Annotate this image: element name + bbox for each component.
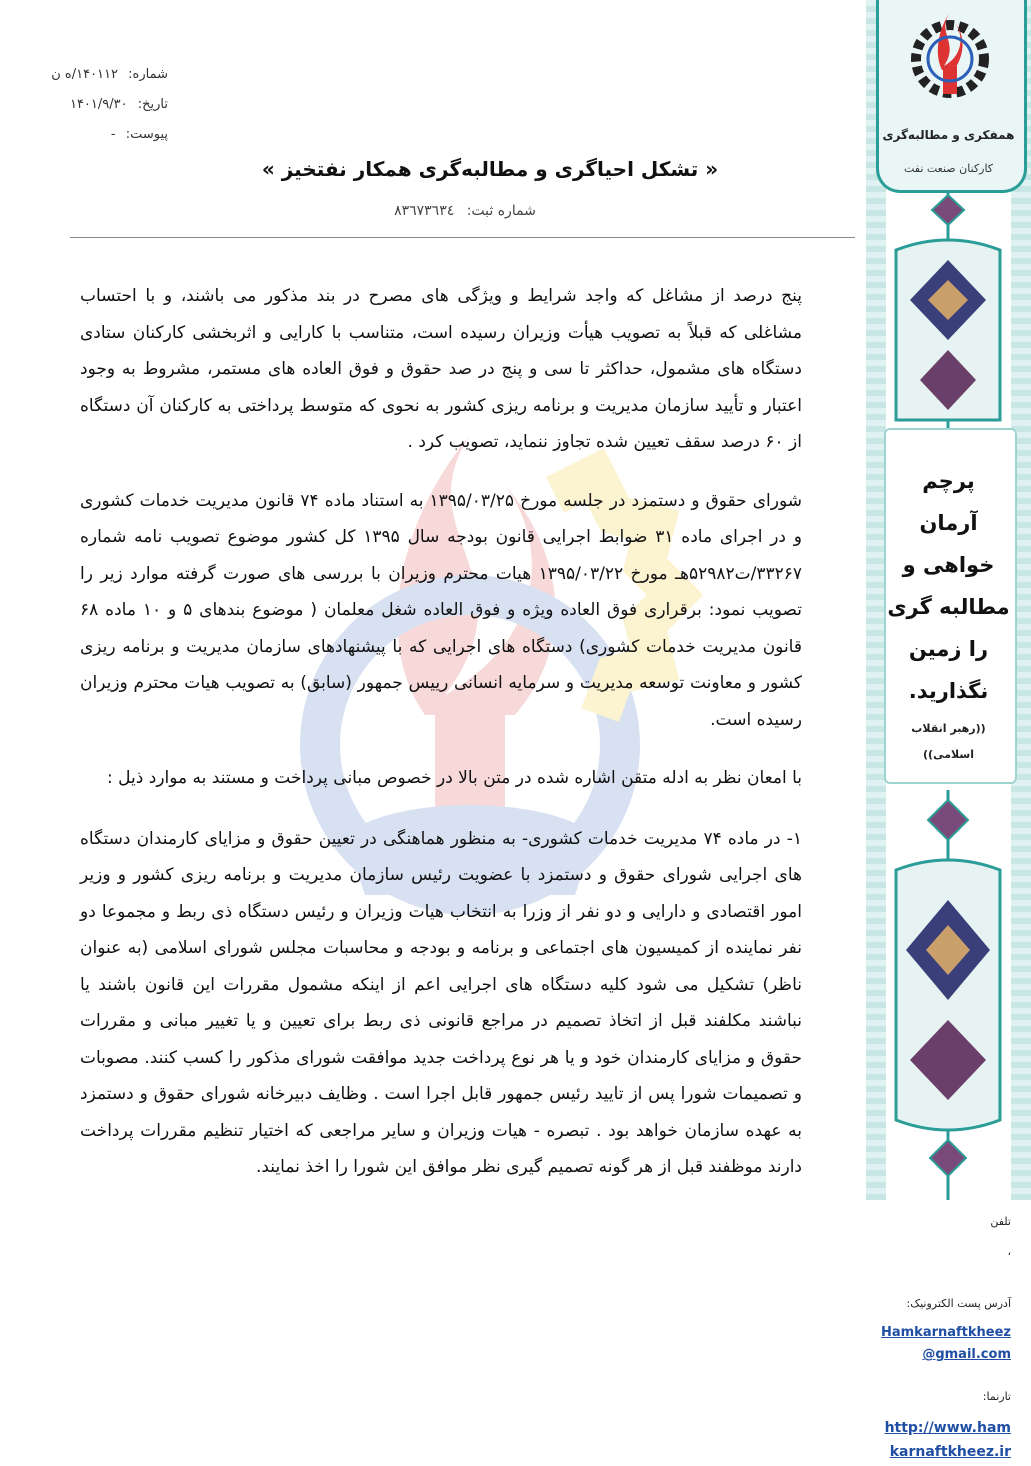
sidebar-org-name: همفکری و مطالبه‌گری xyxy=(882,128,1015,142)
paragraph-4: ۱- در ماده ۷۴ مدیریت خدمات کشوری- به منظور هماهنگی در تعیین حقوق و مزایای کارمندان دستگاه های اجرایی شورای حقوق و دستمزد با عضویت رئیس سازمان مدیریت و برنامه ریزی کشور و وزیر امور اقتصادی و دارایی و دو نفر از وزرا به انتخاب هیات وزیران و رئیس دستگاه ذی ربط و مجموعا دو نفر نماینده از کمیسیون های اجتماعی و برنامه و بودجه و محاسبات مجلس شورای اسلامی (به عنوان ناظر) تشکیل می شود کلیه دستگاه های اجرایی اعم از اینکه مشمول مقررات این قانون باشند یا نباشند مکلفند قبل از اتخاذ تصمیم در مراجع قانونی ذی ربط برای تعیین و یا تغییر مبانی و مقررات حقوق و مزایای کارمندان خود و یا هر نوع پرداخت جدید موافقت شورای مذکور را کسب کنند. مصوبات و تصمیمات شورا پس از تایید رئیس جمهور قابل اجرا است . وظایف دبیرخانه شورای حقوق و دستمزد به عهده سازمان خواهد بود . تبصره - هیات وزیران و سایر مراجعی که اختیار تنظیم مقررات پرداخت دارند موظفند قبل از هر گونه تصمیم گیری نظر موافق این شورا را اخذ نمایند. xyxy=(80,828,802,1177)
letter-number-label: شماره: xyxy=(128,67,168,82)
header-divider xyxy=(70,237,855,238)
letter-date-row xyxy=(18,90,168,120)
letter-number-row xyxy=(18,60,168,90)
letter-meta xyxy=(18,60,168,150)
contact-panel xyxy=(866,1200,1031,1466)
organization-title: « تشکل احیاگری و مطالبه‌گری همکار نفتخیز » xyxy=(261,157,719,181)
slogan-line: پرچم xyxy=(922,469,975,493)
ornament-top-icon xyxy=(866,190,1031,430)
phone-label: تلفن xyxy=(990,1215,1011,1228)
ornament-bottom-icon xyxy=(866,790,1031,1200)
slogan-source-line: ((رهبر انقلاب xyxy=(911,722,986,735)
slogan-line: مطالبه گری xyxy=(887,595,1010,619)
paragraph-3: با امعان نظر به ادله متقن اشاره شده در متن بالا در خصوص مبانی پرداخت و مستند به موارد ذیل : xyxy=(107,768,802,788)
website-label: تارنما: xyxy=(982,1390,1011,1403)
slogan-source xyxy=(886,716,1011,768)
email-label: آدرس پست الکترونیک: xyxy=(906,1297,1011,1310)
organization-logo-icon xyxy=(910,4,990,114)
letter-attachment-row xyxy=(18,120,168,150)
paragraph-1: پنج درصد از مشاغل که واجد شرایط و ویژگی های مصرح در بند مذکور می باشند، و با احتساب مشاغلی که قبلاً به تصویب هیأت وزیران رسیده است، متناسب با کارایی و اثربخشی کارکنان ستادی دستگاه های مشمول، حداکثر تا سی و پنج در صد حقوق و فوق العاده های مستمر، مشروط به وجود اعتبار و تأیید سازمان مدیریت و برنامه ریزی کشور به نحوی که متوسط پرداختی به کارکنان آن دستگاه از ۶۰ درصد سقف تعیین شده تجاوز ننماید، تصویب کرد . xyxy=(80,286,802,452)
slogan-line: را زمین xyxy=(908,637,989,661)
website-link-line2[interactable]: karnaftkheez.ir xyxy=(889,1444,1011,1460)
letter-date-value: ۱۴۰۱/۹/۳۰ xyxy=(69,97,128,112)
email-link-line1[interactable]: Hamkarnaftkheez xyxy=(880,1325,1011,1340)
slogan-line: خواهی و xyxy=(902,553,995,577)
paragraph-2: شورای حقوق و دستمزد در جلسه مورخ ۱۳۹۵/۰۳/۲۵ به استناد ماده ۷۴ قانون مدیریت خدمات کشوری و در اجرای ماده ۳۱ ضوابط اجرایی قانون بودجه سال ۱۳۹۵ کل کشور موضوع تصویب نامه شماره ۳۳۲۶۷/ت۵۲۹۸۲هـ مورخ ۱۳۹۵/۰۳/۲۲ هیات محترم وزیران با بررسی های صورت گرفته موارد زیر را تصویب نمود: برقراری فوق العاده ویژه و فوق العاده شغل معلمان ( موضوع بندهای ۵ و ۱۰ ماده ۶۸ قانون مدیریت خدمات کشوری) دستگاه های اجرایی که با پیشنهادهای سازمان مدیریت و برنامه ریزی کشور و معاونت توسعه مدیریت و سرمایه انسانی رییس جمهور (سابق) به تصویب هیات محترم وزیران رسیده است. xyxy=(80,490,803,730)
letter-number-value: ۱۴۰۱۱۲/ه ن xyxy=(51,67,119,82)
slogan-line: نگذارید. xyxy=(908,679,989,703)
letterhead-sidebar xyxy=(866,0,1031,1466)
registration-number xyxy=(300,203,630,219)
letter-date-label: تاریخ: xyxy=(137,97,168,112)
email-link-line2[interactable]: @gmail.com xyxy=(922,1347,1011,1362)
slogan-source-line: اسلامی)) xyxy=(923,748,974,761)
letter-attachment-label: پیوست: xyxy=(125,127,168,142)
slogan-text xyxy=(886,460,1011,712)
letter-body xyxy=(80,278,802,1186)
phone-value: ، xyxy=(1007,1245,1011,1258)
website-link-line1[interactable]: http://www.ham xyxy=(884,1420,1011,1436)
registration-value: ٨٣٦٧٣٦٣٤ xyxy=(394,203,455,219)
slogan-line: آرمان xyxy=(919,511,978,535)
letter-attachment-value: - xyxy=(110,127,116,142)
registration-label: شماره ثبت: xyxy=(466,203,536,219)
sidebar-org-subtitle: کارکنان صنعت نفت xyxy=(903,162,994,175)
